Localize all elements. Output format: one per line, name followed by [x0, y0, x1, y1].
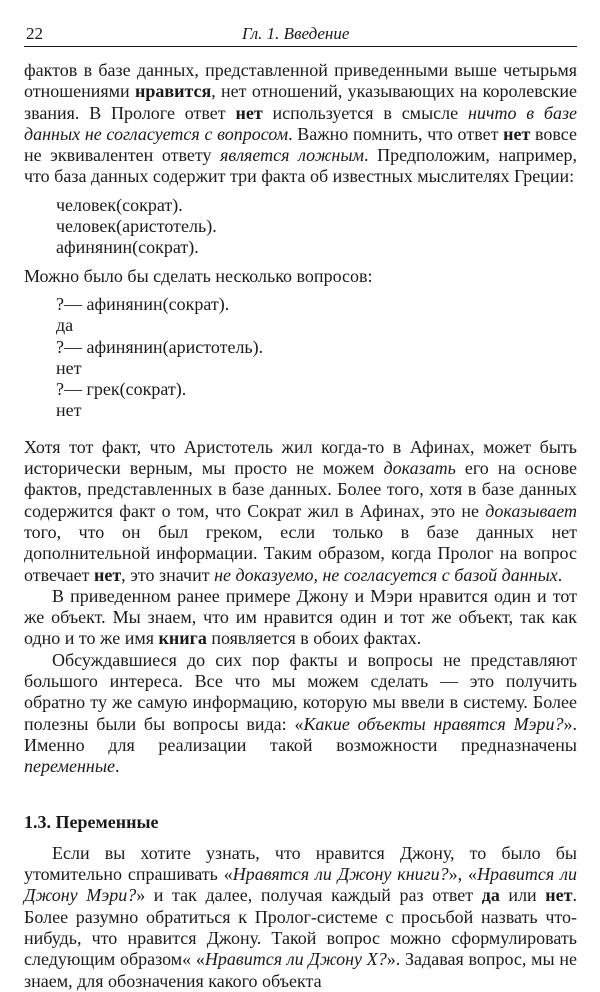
code-line: человек(сократ).: [56, 194, 183, 215]
paragraph-5: [24, 650, 577, 778]
text: Хотя тот факт, что Аристотель жил когда-то в Афинах, может быть исторически верным, мы просто не можем: [24, 436, 577, 479]
text: . Предположим, например, что база данных содержит три факта об известных мыслителях Греции:: [24, 145, 577, 187]
paragraph-3: [24, 437, 577, 586]
text: используется в смысле: [262, 102, 468, 123]
queries-listing: [56, 294, 577, 422]
code-line: нет: [56, 400, 82, 421]
italic-phrase: Нравится ли Джону X?: [204, 949, 387, 970]
running-header: [24, 22, 577, 47]
bold-term: нет: [545, 885, 573, 906]
italic-phrase: не доказуемо, не согласуется с базой данных: [214, 564, 558, 585]
text: Обсуждавшиеся до сих пор факты и вопросы не представляют большого интереса. Все что мы можем сделать — это получить обратно ту же самую информацию, которую мы ввели в систему. Более полезны были бы вопросы вида: «: [24, 649, 577, 734]
text: .: [115, 756, 120, 777]
italic-phrase: доказывает: [485, 500, 577, 521]
italic-phrase: Нравится ли Джону Мэри?: [24, 864, 577, 906]
text: того, что он был греком, если только в базе данных нет дополнительной информации. Таким образом, когда Пролог на вопрос отвечает: [24, 521, 577, 585]
paragraph-4: [24, 586, 577, 650]
text: . Более разумно обратиться к Пролог-системе с просьбой назвать что-нибудь, что нравится Джону. Такой вопрос можно сформулировать следующим образом« «: [24, 885, 577, 970]
page-body: [24, 60, 577, 992]
bold-term: нет: [235, 102, 263, 123]
code-line: человек(аристотель).: [56, 216, 217, 237]
code-line: афинянин(сократ).: [56, 237, 199, 258]
text: .: [557, 564, 563, 585]
text: ». Именно для реализации такой возможности предназначены: [24, 713, 577, 755]
code-line: да: [56, 315, 74, 336]
text: ». Задавая вопрос, мы не знаем, для обозначения какого объекта: [24, 949, 577, 991]
italic-phrase: Нравятся ли Джону книги?: [232, 864, 449, 885]
code-line: ?— грек(сократ).: [56, 379, 187, 400]
running-title: Гл. 1. Введение: [242, 24, 350, 43]
text: его на основе фактов, представленных в базе данных. Более того, хотя в базе данных содержится факт о том, что Сократ жил в Афинах, это не: [24, 458, 578, 521]
text: » и так далее, получая каждый раз ответ: [136, 885, 482, 906]
text: вовсе не эквивалентен ответу: [24, 123, 577, 166]
bold-term: да: [481, 885, 500, 906]
text: . Важно помнить, что ответ: [288, 123, 504, 144]
bold-term: нет: [93, 564, 122, 585]
italic-phrase: Какие объекты нравятся Мэри?: [303, 713, 564, 734]
paragraph-2: Можно было бы сделать несколько вопросов:: [24, 265, 373, 286]
text: появляется в обоих фактах.: [206, 628, 422, 649]
italic-phrase: является ложным: [220, 145, 365, 166]
italic-phrase: переменные: [24, 756, 116, 777]
text: , это значит: [121, 564, 215, 585]
text: , нет отношений, указывающих на королевские звания. В Прологе ответ: [24, 81, 578, 123]
bold-term: нет: [503, 123, 531, 144]
italic-phrase: доказать: [383, 458, 456, 479]
italic-phrase: ничто в базе данных не согласуется с вопросом: [24, 102, 577, 144]
text: или: [499, 885, 546, 906]
bold-term: книга: [158, 628, 207, 649]
paragraph-1: [24, 60, 577, 188]
text: », «: [448, 864, 478, 885]
book-page: [24, 0, 578, 991]
code-line: нет: [56, 357, 82, 378]
page-number: 22: [26, 24, 43, 43]
facts-listing: [56, 195, 577, 259]
text: Если вы хотите узнать, что нравится Джону, то было бы утомительно спрашивать «: [24, 842, 577, 885]
bold-term: нравится: [134, 81, 212, 102]
text: В приведенном ранее примере Джону и Мэри нравится один и тот же объект. Мы знаем, что им нравится один и тот же объект, так как одно и то же имя: [24, 585, 577, 649]
section-heading: 1.3. Переменные: [24, 811, 159, 832]
code-line: ?— афинянин(аристотель).: [56, 336, 264, 357]
text: фактов в базе данных, представленной приведенными выше четырьмя отношениями: [24, 60, 577, 102]
code-line: ?— афинянин(сократ).: [56, 293, 230, 314]
paragraph-6: [24, 843, 577, 992]
